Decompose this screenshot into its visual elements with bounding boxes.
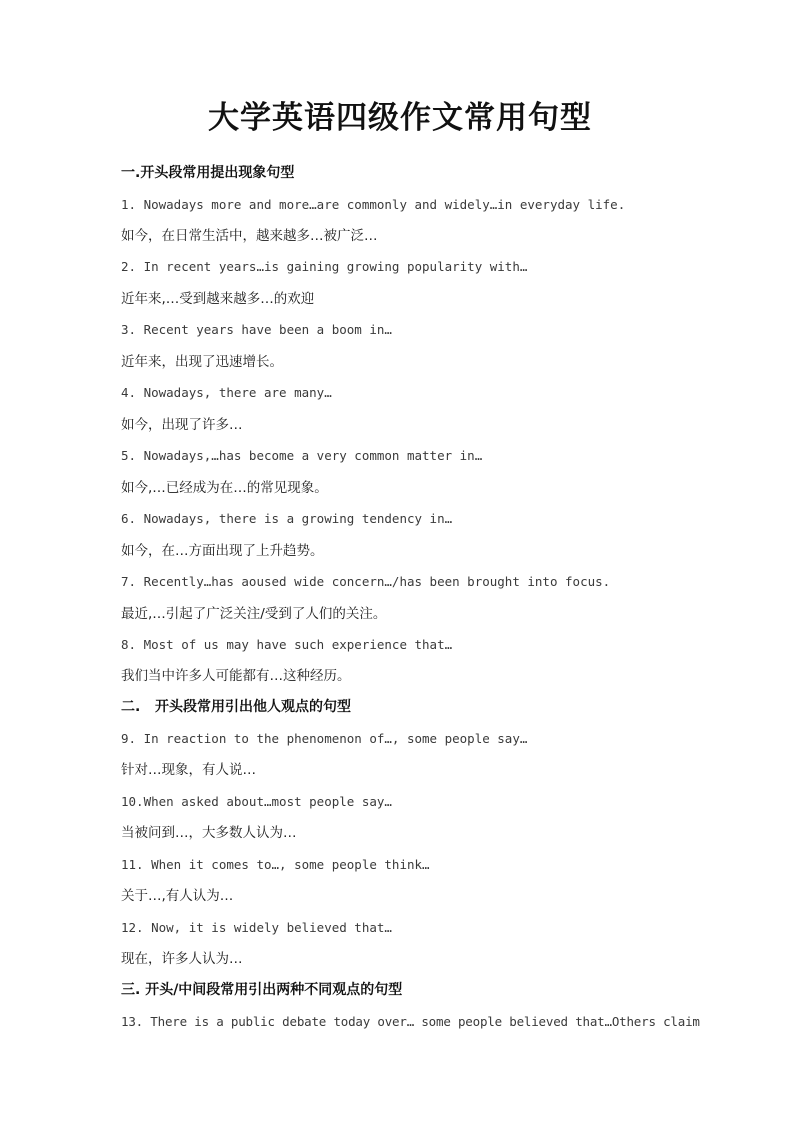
sentence-zh-3: 近年来，出现了迅速增长。 <box>121 354 283 370</box>
sentence-en-5: 5. Nowadays,…has become a very common matter in… <box>121 448 483 463</box>
section-heading-1: 一.开头段常用提出现象句型 <box>121 165 295 181</box>
sentence-en-1: 1. Nowadays more and more…are commonly and widely…in everyday life. <box>121 197 626 212</box>
sentence-en-7: 7. Recently…has aoused wide concern…/has been brought into focus. <box>121 574 611 589</box>
sentence-zh-4: 如今，出现了许多… <box>121 417 243 433</box>
sentence-en-2: 2. In recent years…is gaining growing popularity with… <box>121 259 528 274</box>
sentence-en-13: 13. There is a public debate today over… some people believed that…Others claim <box>121 1014 700 1029</box>
sentence-zh-11: 关于…,有人认为… <box>121 888 234 904</box>
sentence-zh-6: 如今，在…方面出现了上升趋势。 <box>121 543 324 559</box>
sentence-en-9: 9. In reaction to the phenomenon of…, some people say… <box>121 731 528 746</box>
sentence-zh-9: 针对…现象，有人说… <box>121 762 256 778</box>
sentence-zh-7: 最近,…引起了广泛关注/受到了人们的关注。 <box>121 606 387 622</box>
sentence-en-12: 12. Now, it is widely believed that… <box>121 920 392 935</box>
sentence-zh-5: 如今,…已经成为在…的常见现象。 <box>121 480 328 496</box>
sentence-en-11: 11. When it comes to…, some people think… <box>121 857 430 872</box>
document-title: 大学英语四级作文常用句型 <box>208 100 592 136</box>
sentence-en-6: 6. Nowadays, there is a growing tendency in… <box>121 511 453 526</box>
sentence-zh-1: 如今，在日常生活中，越来越多…被广泛… <box>121 228 378 244</box>
sentence-en-4: 4. Nowadays, there are many… <box>121 385 332 400</box>
sentence-en-10: 10.When asked about…most people say… <box>121 794 392 809</box>
sentence-en-8: 8. Most of us may have such experience that… <box>121 637 453 652</box>
sentence-zh-10: 当被问到…，大多数人认为… <box>121 825 297 841</box>
section-heading-3: 三. 开头/中间段常用引出两种不同观点的句型 <box>121 982 403 998</box>
section-heading-2: 二. 开头段常用引出他人观点的句型 <box>121 699 351 715</box>
sentence-zh-8: 我们当中许多人可能都有…这种经历。 <box>121 668 351 684</box>
sentence-en-3: 3. Recent years have been a boom in… <box>121 322 392 337</box>
sentence-zh-12: 现在，许多人认为… <box>121 951 243 967</box>
sentence-zh-2: 近年来,…受到越来越多…的欢迎 <box>121 291 315 307</box>
